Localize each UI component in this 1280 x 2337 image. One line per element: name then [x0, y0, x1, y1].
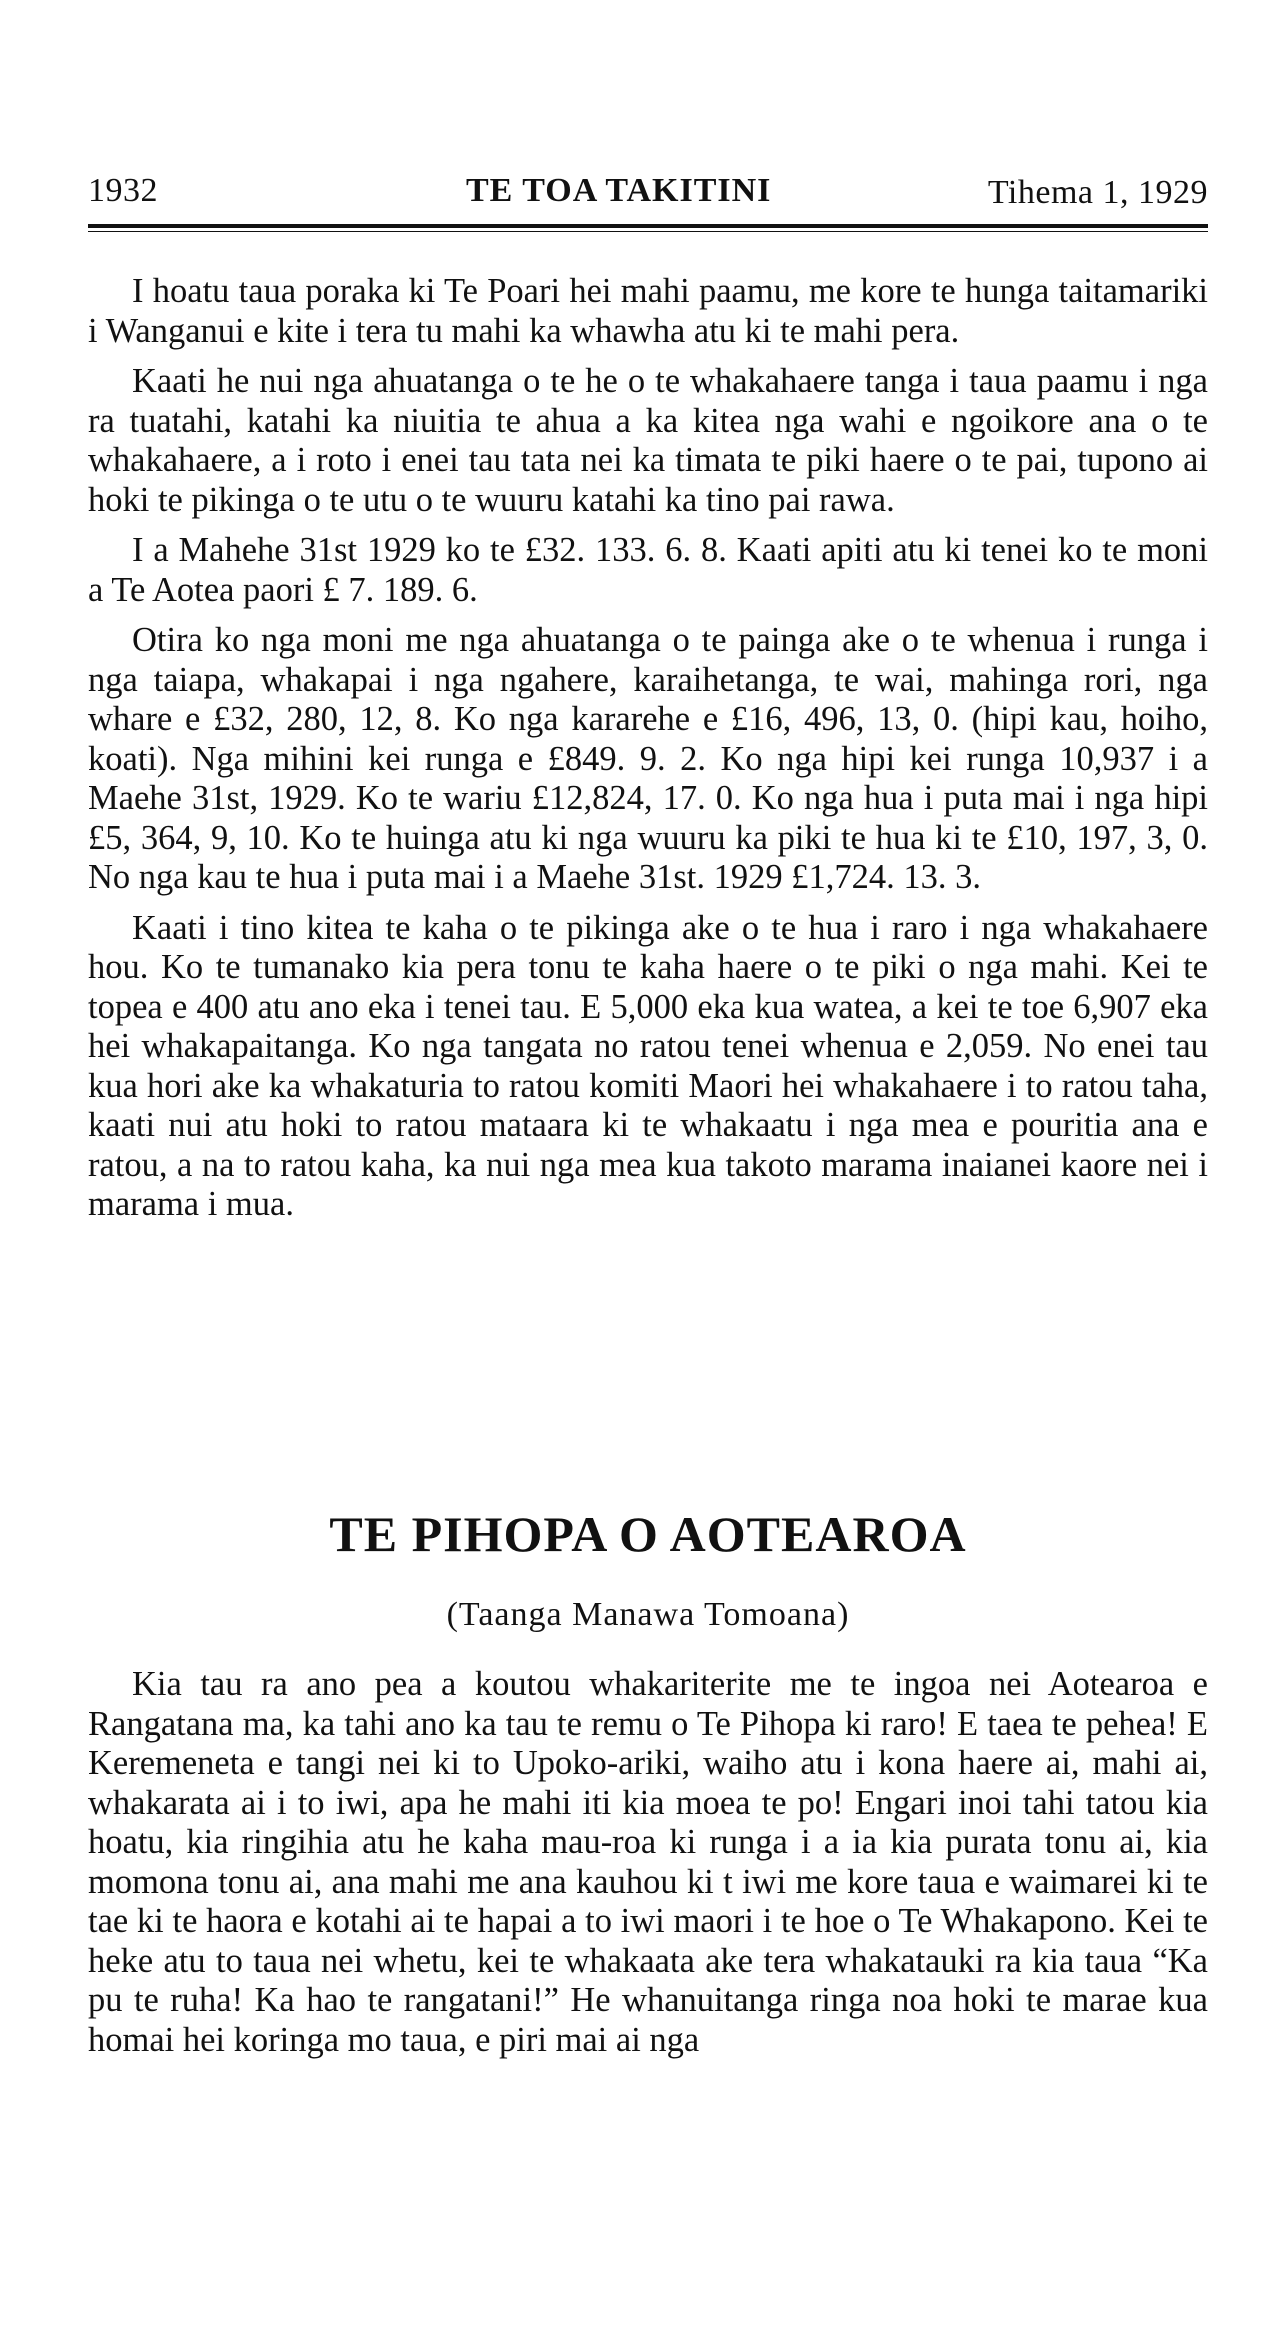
section-byline: (Taanga Manawa Tomoana) — [446, 1596, 850, 1633]
paragraph: Kia tau ra ano pea a koutou whakariterite me te ingoa nei Aotearoa e Rangatana ma, ka tahi ano ka tau te remu o Te Pihopa ki raro! E taea te pehea! E Keremeneta e tangi nei ki to Upoko-ariki, waiho atu i kona haere ai, mahi ai, whakarata ai i to iwi, apa he mahi iti kia moea te po! Engari inoi tahi tatou kia hoatu, kia ringihia atu he kaha mau-roa ki runga i a ia kia purata tonu ai, kia momona tonu ai, ana mahi me ana kauhou ki t iwi me kore taua e waimarei ki te tae ki te haora e kotahi ai te hapai a to iwi maori i te hoe o Te Whakapono. Kei te heke atu to taua nei whetu, kei te whakaata ake tera whakatauki ra kia taua “Ka pu te ruha! Ka hao te rangatani!” He whanuitanga ringa noa hoki te marae kua homai hei koringa mo taua, e piri mai ai nga — [88, 1665, 1208, 2059]
paragraph: I hoatu taua poraka ki Te Poari hei mahi paamu, me kore te hunga taitamariki i Wanganui e kite i tera tu mahi ka whawha atu ki te mahi pera. — [88, 272, 1208, 350]
article-body — [88, 272, 1208, 1236]
page-number: 1932 — [88, 172, 158, 209]
header-rule-thin — [88, 231, 1208, 232]
paragraph: Kaati he nui nga ahuatanga o te he o te whakahaere tanga i taua paamu i nga ra tuatahi, katahi ka niuitia te ahua a ka kitea nga wahi e ngoikore ana o te whakahaere, a i roto i enei tau tata nei ka timata te piki haere o te pai, tupono ai hoki te pikinga o te utu o te wuuru katahi ka tino pai rawa. — [88, 362, 1208, 519]
header-rule-thick — [88, 224, 1208, 228]
paragraph: Kaati i tino kitea te kaha o te pikinga ake o te hua i raro i nga whakahaere hou. Ko te tumanako kia pera tonu te kaha haere o te piki o nga mahi. Kei te topea e 400 atu ano eka i tenei tau. E 5,000 eka kua watea, a kei te toe 6,907 eka hei whakapaitanga. Ko nga tangata no ratou tenei whenua e 2,059. No enei tau kua hori ake ka whakaturia to ratou komiti Maori hei whakahaere i to ratou taha, kaati nui atu hoki to ratou mataara ki te whakaatu i nga mea e pouritia ana e ratou, a na to ratou kaha, ka nui nga mea kua takoto marama inaianei kaore nei i marama i mua. — [88, 908, 1208, 1223]
paragraph: Otira ko nga moni me nga ahuatanga o te painga ake o te whenua i runga i nga taiapa, whakapai i nga ngahere, karaihetanga, te wai, mahinga rori, nga whare e £32, 280, 12, 8. Ko nga kararehe e £16, 496, 13, 0. (hipi kau, hoiho, koati). Nga mihini kei runga e £849. 9. 2. Ko nga hipi kei runga 10,937 i a Maehe 31st, 1929. Ko te wariu £12,824, 17. 0. Ko nga hua i puta mai i nga hipi £5, 364, 9, 10. Ko te huinga atu ki nga wuuru ka piki te hua ki te £10, 197, 3, 0. No nga kau te hua i puta mai i a Maehe 31st. 1929 £1,724. 13. 3. — [88, 621, 1208, 896]
running-head — [88, 172, 1208, 220]
paragraph: I a Mahehe 31st 1929 ko te £32. 133. 6. 8. Kaati apiti atu ki tenei ko te moni a Te Aotea paori £ 7. 189. 6. — [88, 531, 1208, 609]
issue-date: Tihema 1, 1929 — [987, 174, 1208, 211]
section-body — [88, 1665, 1208, 2060]
section-title: TE PIHOPA O AOTEAROA — [329, 1506, 967, 1562]
publication-title: TE TOA TAKITINI — [466, 172, 772, 209]
